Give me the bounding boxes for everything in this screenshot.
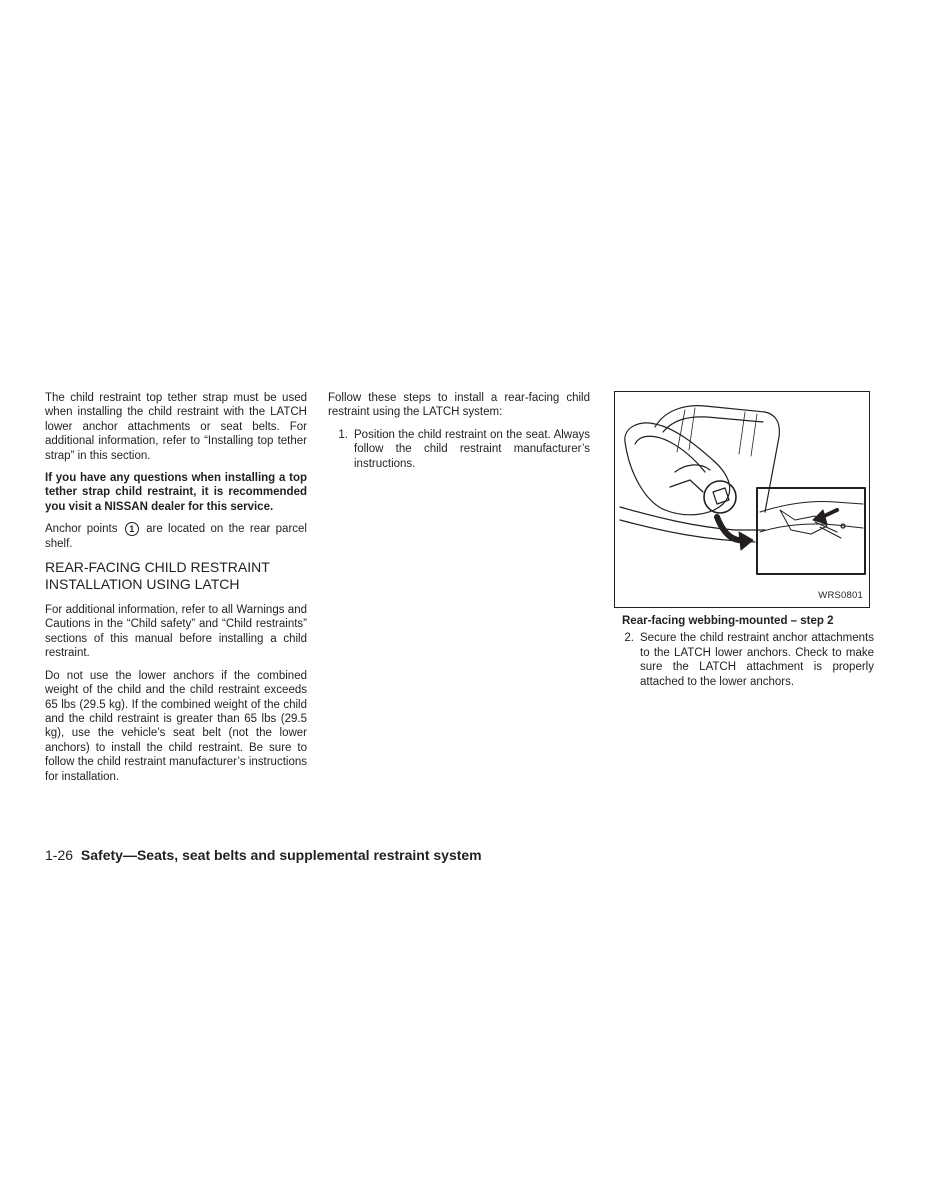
step-2-text: Secure the child restraint anchor attachments to the LATCH lower anchors. Check to make sure the LATCH attachment is properly attached to the lower anchors. [640,632,874,688]
section-heading: REAR-FACING CHILD RESTRAINT INSTALLATION USING LATCH [45,559,270,593]
right-column [614,391,874,697]
child-restraint-illustration [614,391,870,608]
anchor-point-marker-icon: 1 [125,522,139,536]
figure-code: WRS0801 [818,589,863,601]
page-number: 1-26 [45,847,74,863]
left-column [45,391,307,792]
chapter-title: Safety—Seats, seat belts and supplemental restraint system [80,847,482,863]
step-1-text: Position the child restraint on the seat. Always follow the child restraint manufacturer’s instructions. [354,428,590,470]
anchor-points-text-before: Anchor points [45,523,118,536]
step-1-item [328,428,590,471]
page-footer [45,847,482,863]
step-2-item [614,631,874,689]
anchor-points-paragraph [45,522,307,551]
step-1-number: 1. [338,428,348,441]
tether-strap-paragraph: The child restraint top tether strap must be used when installing the child restraint with the LATCH lower anchor attachments or seat belts. For additional information, refer to “Installing top tether strap” in this section. [45,392,307,462]
steps-intro-paragraph: Follow these steps to install a rear-facing child restraint using the LATCH system: [328,392,590,419]
warnings-reference-paragraph: For additional information, refer to all Warnings and Cautions in the “Child safety” and “Child restraints” sections of this manual before installing a child restraint. [45,604,307,660]
weight-limit-paragraph: Do not use the lower anchors if the combined weight of the child and the child restraint exceeds 65 lbs (29.5 kg). If the combined weight of the child and the child restraint is greater than 65 lbs (29.5 kg), use the vehicle’s seat belt (not the lower anchors) to install the child restraint. Be sure to follow the child restraint manufacturer’s instructions for installation. [45,669,307,783]
figure-caption: Rear-facing webbing-mounted – step 2 [622,615,834,627]
step-2-number: 2. [624,632,634,645]
seat-anchor-drawing [615,392,869,607]
anchor-points-text-after: are located on the rear parcel shelf. [45,523,307,550]
dealer-advice-paragraph: If you have any questions when installing a top tether strap child restraint, it is recommended you visit a NISSAN dealer for this service. [45,472,307,513]
middle-column [328,391,590,479]
